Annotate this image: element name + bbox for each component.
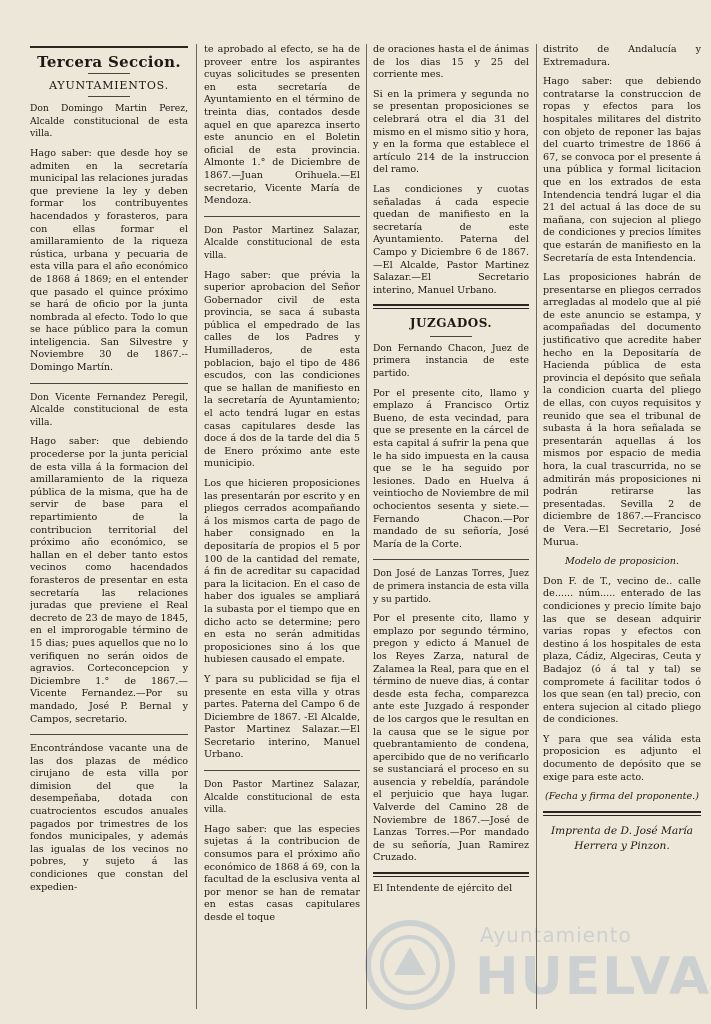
ornament-rule [88, 96, 130, 97]
notice-body: Hago saber: que las especies sujetas á la contribucion de consumos para el próximo año económico de 1868 á 69, con la facultad de la esclusiva venta al por menor se han de rematar en estas casas capitulares desde el toque [204, 823, 360, 923]
notice-header: Don Fernando Chacon, Juez de primera instancia de este partido. [373, 342, 529, 380]
section-divider [373, 872, 529, 877]
ornament-rule [430, 336, 472, 337]
notice-body: Las condiciones y cuotas señaladas á cada especie quedan de manifiesto en la secretaría de este Ayuntamiento. Paterna del Campo y Diciembre 6 de 1867. —El Alcalde, Pastor Martinez Salazar.—El Secretario interino, Manuel Urbano. [373, 183, 529, 296]
column-3 [373, 44, 529, 1009]
notice-body: Las proposiciones habrán de presentarse en pliegos cerrados arregladas al modelo que al pié de este anuncio se estampa, y acompañadas del documento justificativo que acredite haber hecho en la Depositaría de Hacienda pública de esta provincia el depósito que señala la condicion cuarta del pliego de ellas, con cuyos requisitos y reunido que sea el tribunal de subasta á la hora señalada se presentarán aquellas á los mismos por espacio de media hora, la cual trascurrida, no se admitirán más proposiciones ni podrán retirarse las presentadas. Sevilla 2 de diciembre de 1867.—Francisco de Vera.—El Secretario, José Murua. [543, 272, 701, 548]
section-title: Tercera Seccion. [37, 53, 181, 71]
divider [204, 770, 360, 771]
top-rule [30, 46, 188, 48]
notice-body: te aprobado al efecto, se ha de proveer entre los aspirantes cuyas solicitudes se presenten en esta secretaría de Ayuntamiento en el término de treinta dias, contados desde aquel en que aparezca inserto este anuncio en el Boletin oficial de esta provincia. Almonte 1.° de Diciembre de 1867.—Juan Orihuela.—El secretario, Vicente María de Mendoza. [204, 44, 360, 207]
divider [30, 734, 188, 735]
notice-body: Por el presente cito, llamo y emplazo á Francisco Ortiz Bueno, de esta vecindad, para que se presente en la cárcel de esta capital á sufrir la pena que le ha sido impuesta en la causa que se le ha seguido por lesiones. Dado en Huelva á veintiocho de Noviembre de mil ochocientos sesenta y siete.—Fernando Chacon.—Por mandado de su señoría, José María de la Corte. [373, 387, 529, 550]
divider [373, 559, 529, 560]
imprint-line-2: Herrera y Pinzon. [574, 839, 670, 852]
section-divider [373, 304, 529, 309]
watermark-line-1: Ayuntamiento [480, 923, 632, 947]
notice-body: Los que hicieren proposiciones las presentarán por escrito y en pliegos cerrados acompañando á los mismos carta de pago de haber consignado en la depositaría de propios el 5 por 100 de la cantidad del remate, á fin de acreditar su capacidad para la licitacion. En el caso de haber dos iguales se ampliará la subasta por el tiempo que en dicho acto se determine; pero en esta no serán admitidas proposiciones sino á los que hubiesen causado el empate. [204, 478, 360, 666]
notice-body: Y para su publicidad se fija el presente en esta villa y otras partes. Paterna del Campo 6 de Diciembre de 1867. -El Alcalde, Pastor Martinez Salazar.—El Secretario interino, Manuel Urbano. [204, 673, 360, 761]
divider [204, 216, 360, 217]
column-divider [196, 44, 197, 1009]
notice-body: distrito de Andalucía y Extremadura. [543, 44, 701, 68]
notice-body: de oraciones hasta el de ánimas de los dias 15 y 25 del corriente mes. [373, 44, 529, 81]
notice-body: Hago saber: que desde hoy se admiten en la secretaría municipal las relaciones juradas que previene la ley y deben formar los contribuyentes hacendados y forasteros, para con ellas formar el amillaramiento de la riqueza rústica, urbana y pecuaria de esta villa para el año económico de 1868 á 1869; en el entender que pasado el quince próximo se hará de oficio por la junta nombrada al efecto. Todo lo que se hace público para la comun inteligencia. San Silvestre y Noviembre 30 de 1867.--Domingo Martín. [30, 147, 188, 374]
signature-note: (Fecha y firma del proponente.) [545, 791, 699, 803]
column-1 [30, 44, 188, 1009]
model-text: Y para que sea válida esta proposicion es adjunto el documento de depósito que se exige para este acto. [543, 733, 701, 783]
section-divider [543, 811, 701, 816]
notice-body: Por el presente cito, llamo y emplazo por segundo término, pregon y edicto á Manuel de los Reyes Zarza, natural de Zalamea la Real, para que en el término de nueve dias, á contar desde esta fecha, comparezca ante este Juzgado á responder de los cargos que le resultan en la causa que se le sigue por quebrantamiento de condena, apercibido que de no verificarlo se sustanciará el proceso en su ausencia y rebeldía, parándole el perjuicio que haya lugar. Valverde del Camino 28 de Noviembre de 1867.—José de Lanzas Torres.—Por mandado de su señoría, Juan Ramirez Cruzado. [373, 613, 529, 864]
notice-body: Si en la primera y segunda no se presentan proposiciones se celebrará otra el dia 31 del mismo en el mismo sitio y hora, y en la forma que establece el artículo 214 de la instruccion del ramo. [373, 88, 529, 176]
notice-header: Don Pastor Martinez Salazar, Alcalde constitucional de esta villa. [204, 779, 360, 816]
notice-header: Don Domingo Martin Perez, Alcalde constitucional de esta villa. [30, 103, 188, 140]
notice-body: El Intendente de ejército del [373, 883, 513, 895]
column-divider [366, 44, 367, 1009]
imprint [543, 824, 701, 854]
ornament-rule [88, 73, 130, 74]
subsection-title: AYUNTAMIENTOS. [49, 78, 169, 92]
notice-header: Don Pastor Martinez Salazar, Alcalde constitucional de esta villa. [204, 224, 360, 261]
watermark-line-2: HUELVA [475, 947, 711, 1007]
column-4 [543, 44, 701, 1009]
notice-body: Hago saber: que prévia la superior aprobacion del Señor Gobernador civil de esta provincia, se saca á subasta pública el empedrado de las calles de los Padres y Humilladeros, de esta poblacion, bajo el tipo de 486 escudos, con las condiciones que se hallan de manifiesto en la secretaría de Ayuntamiento; el acto tendrá lugar en estas casas capitulares desde las doce á dos de la tarde del dia 5 de Enero próximo ante este municipio. [204, 269, 360, 470]
notice-body: Hago saber: que debiendo contratarse la construccion de ropas y efectos para los hospitales militares del distrito con objeto de reponer las bajas del cuarto trimestre de 1866 á 67, se convoca por el presente á una pública y formal licitacion que en los extrados de esta Intendencia tendrá lugar el dia 21 del actual á las doce de su mañana, con sujecion al pliego de condiciones y precios límites que estarán de manifiesto en la Secretaría de esta Intendencia. [543, 76, 701, 264]
divider [30, 383, 188, 384]
notice-body: Encontrándose vacante una de las dos plazas de médico cirujano de esta villa por dimision del que la desempeñaba, dotada con cuatrocientos escudos anuales pagados por trimestres de los fondos municipales, y además las igualas de los vecinos no pobres, y sujeto á las condiciones que constan del expedien- [30, 743, 188, 893]
model-title: Modelo de proposicion. [564, 556, 680, 568]
imprint-line-1: Imprenta de D. José María [550, 824, 693, 837]
notice-body: Hago saber: que debiendo procederse por la junta pericial de esta villa á la formacion del amillaramiento de la riqueza pública de la misma, que ha de servir de base para el repartimiento de la contribucion territorial del próximo año económico, se hallan en el deber tanto estos vecinos como hacendados forasteros de presentar en esta secretaría las relaciones juradas que previene el Real decreto de 23 de mayo de 1845, en el improrogable término de 15 dias; pues aquellos que no lo verifiquen no serán oidos de agravios. Corteconcepcion y Diciembre 1.° de 1867.—Vicente Fernandez.—Por su mandado, José P. Bernal y Campos, secretario. [30, 436, 188, 725]
column-divider [536, 44, 537, 1009]
column-2 [204, 44, 360, 1009]
section-title-juzgados: JUZGADOS. [409, 316, 493, 331]
notice-header: Don Vicente Fernandez Peregil, Alcalde constitucional de esta villa. [30, 391, 188, 428]
model-text: Don F. de T., vecino de.. calle de...... núm..... enterado de las condiciones y precio límite bajo las que se desean adquirir varias ropas y efectos con destino á los hospitales de esta plaza, Cádiz, Algeciras, Ceuta y Badajoz (ó á tal y tal) se compromete á facilitar todos ó los que sean (en tal) precio, con entera sujecion al citado pliego de condiciones. [543, 575, 701, 726]
notice-header: Don José de Lanzas Torres, Juez de primera instancia de esta villa y su partido. [373, 568, 529, 605]
